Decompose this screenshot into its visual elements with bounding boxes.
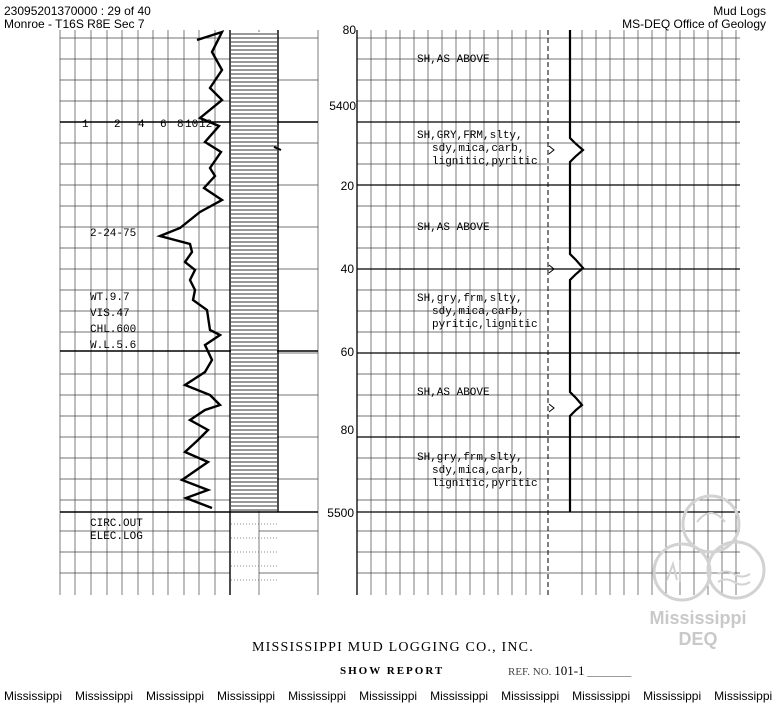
scale-label-12: 12 xyxy=(199,119,213,131)
depth-label-5440: 40 xyxy=(340,262,354,276)
company-name: MISSISSIPPI MUD LOGGING CO., INC. xyxy=(252,640,534,655)
description-2-line-1: SH,GRY,FRM,slty, xyxy=(417,130,523,142)
mud-water-loss: W.L.5.6 xyxy=(90,340,137,352)
reference-number xyxy=(508,663,631,679)
deq-watermark xyxy=(648,608,748,650)
show-arrow-1 xyxy=(549,146,554,154)
description-5: SH,AS ABOVE xyxy=(417,387,490,399)
report-title: SHOW REPORT xyxy=(340,665,445,677)
document-id: 23095201370000 : 29 of 40 xyxy=(4,4,151,18)
strip-item: Mississippi xyxy=(217,689,276,703)
strip-item: Mississippi xyxy=(714,689,772,703)
strip-item: Mississippi xyxy=(572,689,631,703)
mud-viscosity: VIS.47 xyxy=(90,308,130,320)
mud-weight: WT.9.7 xyxy=(90,292,130,304)
strip-item: Mississippi xyxy=(430,689,489,703)
gas-curve xyxy=(570,30,583,512)
elec-log-annotation: ELEC.LOG xyxy=(90,531,143,543)
deq-watermark-line-2: DEQ xyxy=(678,629,718,649)
strip-item: Mississippi xyxy=(501,689,560,703)
office-label: MS-DEQ Office of Geology xyxy=(622,17,766,31)
post-log-dots xyxy=(231,524,277,580)
description-4-line-1: SH,gry,frm,slty, xyxy=(417,293,523,305)
date-annotation: 2-24-75 xyxy=(90,228,137,240)
strip-item: Mississippi xyxy=(643,689,702,703)
depth-label-5480: 80 xyxy=(340,423,354,437)
strip-item: Mississippi xyxy=(288,689,347,703)
description-4-line-3: pyritic,lignitic xyxy=(432,319,538,331)
description-6-line-1: SH,gry,frm,slty, xyxy=(417,452,523,464)
depth-label-5460: 60 xyxy=(340,345,354,359)
description-2-line-3: lignitic,pyritic xyxy=(432,156,538,168)
strip-item: Mississippi xyxy=(75,689,134,703)
description-4-line-2: sdy,mica,carb, xyxy=(432,306,525,318)
deq-watermark-line-1: Mississippi xyxy=(649,608,747,628)
reference-value: 101-1 xyxy=(554,663,585,678)
scale-label-6: 6 xyxy=(160,119,167,131)
description-2-line-2: sdy,mica,carb, xyxy=(432,143,525,155)
description-6-line-2: sdy,mica,carb, xyxy=(432,465,525,477)
bottom-watermark-strip xyxy=(4,689,772,703)
circ-out-annotation: CIRC.OUT xyxy=(90,518,143,530)
strip-item: Mississippi xyxy=(4,689,63,703)
scale-label-4: 4 xyxy=(138,119,145,131)
strip-item: Mississippi xyxy=(146,689,205,703)
depth-label-5420: 20 xyxy=(340,179,354,193)
description-6-line-3: lignitic,pyritic xyxy=(432,478,538,490)
mud-chlorides: CHL.600 xyxy=(90,324,137,336)
reference-label: REF. NO. xyxy=(508,666,552,678)
lithology-column xyxy=(231,32,277,511)
depth-label-5400: 5400 xyxy=(329,99,356,113)
category-label: Mud Logs xyxy=(713,4,766,18)
show-arrow-3 xyxy=(549,404,554,412)
description-3: SH,AS ABOVE xyxy=(417,222,490,234)
reference-underline: ________ xyxy=(587,666,632,678)
description-1: SH,AS ABOVE xyxy=(417,54,490,66)
scale-label-2: 2 xyxy=(114,119,121,131)
strip-item: Mississippi xyxy=(359,689,418,703)
drilling-rate-curve xyxy=(160,32,222,508)
scale-label-10: 10 xyxy=(185,119,199,131)
location-label: Monroe - T16S R8E Sec 7 xyxy=(4,17,145,31)
scale-label-8: 8 xyxy=(177,119,184,131)
scale-label-1: 1 xyxy=(82,119,89,131)
depth-label-5500: 5500 xyxy=(327,506,354,520)
depth-label-5380: 80 xyxy=(342,23,356,37)
